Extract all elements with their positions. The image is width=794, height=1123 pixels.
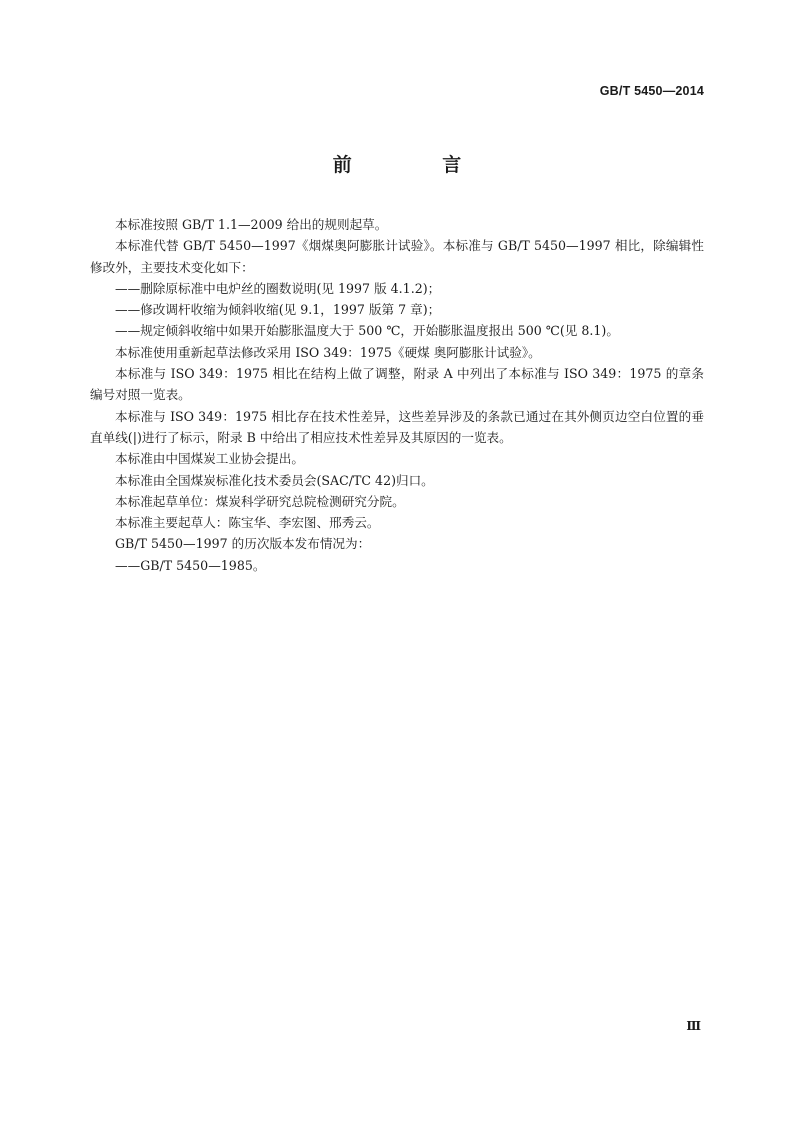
paragraph-drafting-unit: 本标准起草单位：煤炭科学研究总院检测研究分院。 [115, 493, 405, 509]
paragraph-drafting-rules: 本标准按照 GB/T 1.1—2009 给出的规则起草。 [115, 217, 388, 232]
paragraph-proposer: 本标准由中国煤炭工业协会提出。 [115, 451, 304, 467]
paragraph-committee: 本标准由全国煤炭标准化技术委员会(SAC/TC 42)归口。 [115, 472, 434, 488]
paragraph-history: GB/T 5450—1997 的历次版本发布情况为： [115, 536, 371, 552]
paragraph-technical-diff: 本标准与 ISO 349：1975 相比存在技术性差异，这些差异涉及的条款已通过在其外侧页边空白位置的垂直单线(|)进行了标示，附录 B 中给出了相应技术性差异及其原因的一览表。 [90, 408, 704, 445]
list-item-change-2: ——修改调杆收缩为倾斜收缩(见 9.1，1997 版第 7 章)； [115, 302, 441, 318]
foreword-body [90, 214, 704, 576]
page-number: Ⅲ [686, 1019, 701, 1033]
standard-code: GB/T 5450—2014 [599, 84, 704, 98]
paragraph-structure-diff: 本标准与 ISO 349：1975 相比在结构上做了调整，附录 A 中列出了本标准与 ISO 349：1975 的章条编号对照一览表。 [90, 366, 704, 403]
page-title: 前 言 [332, 154, 504, 176]
paragraph-drafters: 本标准主要起草人：陈宝华、李宏图、邢秀云。 [115, 515, 380, 531]
paragraph-replaces: 本标准代替 GB/T 5450—1997《烟煤奥阿膨胀计试验》。本标准与 GB/T 5450—1997 相比，除编辑性修改外，主要技术变化如下： [90, 238, 704, 275]
list-item-change-1: ——删除原标准中电炉丝的圈数说明(见 1997 版 4.1.2)； [115, 280, 441, 296]
list-item-change-3: ——规定倾斜收缩中如果开始膨胀温度大于 500 ℃，开始膨胀温度报出 500 ℃(见 8.1)。 [115, 323, 619, 339]
list-item-history-1: ——GB/T 5450—1985。 [115, 557, 266, 573]
paragraph-iso-adoption: 本标准使用重新起草法修改采用 ISO 349：1975《硬煤 奥阿膨胀计试验》。 [115, 344, 541, 360]
